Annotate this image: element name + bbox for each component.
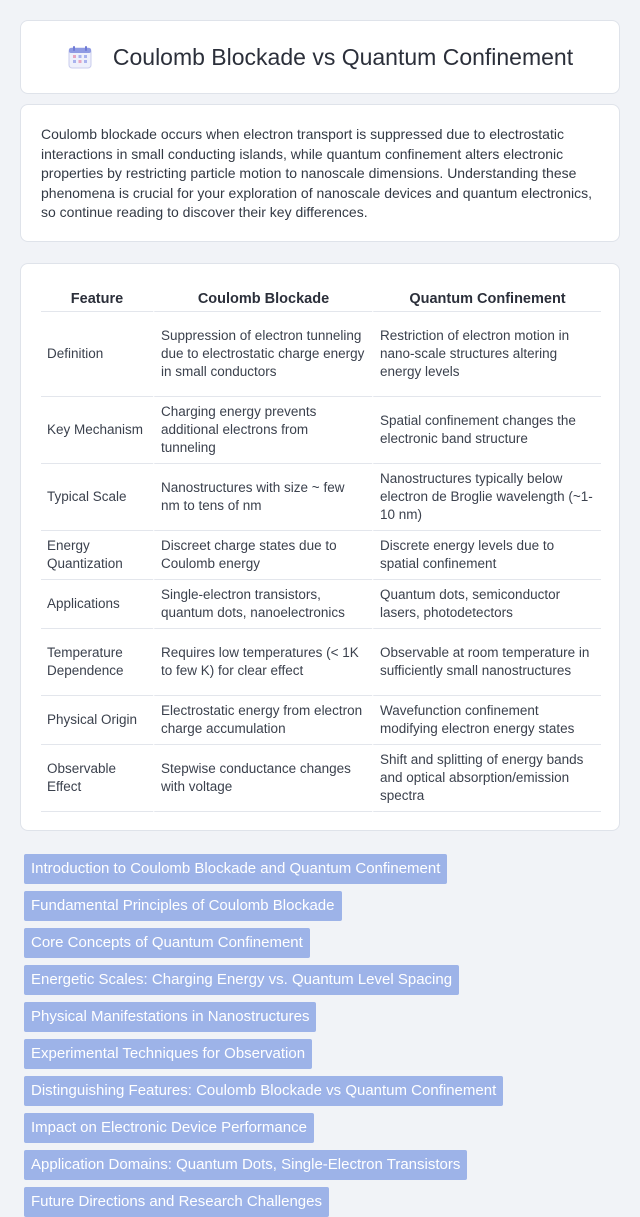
feature-cell: Typical Scale	[41, 464, 153, 531]
feature-cell: Observable Effect	[41, 745, 153, 812]
feature-cell: Definition	[41, 312, 153, 397]
coulomb-cell: Electrostatic energy from electron charge accumulation	[153, 696, 372, 745]
quantum-cell: Observable at room temperature in sufficiently small nanostructures	[372, 629, 601, 696]
table-row	[41, 464, 601, 531]
feature-cell: Temperature Dependence	[41, 629, 153, 696]
toc-link-distinguishing-features[interactable]: Distinguishing Features: Coulomb Blockade vs Quantum Confinement	[24, 1076, 503, 1106]
toc-link-future-directions[interactable]: Future Directions and Research Challenges	[24, 1187, 329, 1217]
toc-link-experimental-techniques[interactable]: Experimental Techniques for Observation	[24, 1039, 312, 1069]
quantum-cell: Nanostructures typically below electron de Broglie wavelength (~1-10 nm)	[372, 464, 601, 531]
quantum-cell: Restriction of electron motion in nano-scale structures altering energy levels	[372, 312, 601, 397]
calendar-grid-icon	[67, 44, 93, 70]
header-coulomb-blockade: Coulomb Blockade	[153, 284, 372, 312]
coulomb-cell: Discreet charge states due to Coulomb energy	[153, 531, 372, 580]
comparison-table	[41, 284, 601, 812]
table-row	[41, 312, 601, 397]
table-row	[41, 397, 601, 464]
feature-cell: Energy Quantization	[41, 531, 153, 580]
toc-link-introduction[interactable]: Introduction to Coulomb Blockade and Quantum Confinement	[24, 854, 447, 884]
table-row	[41, 531, 601, 580]
quantum-cell: Shift and splitting of energy bands and optical absorption/emission spectra	[372, 745, 601, 812]
coulomb-cell: Single-electron transistors, quantum dots, nanoelectronics	[153, 580, 372, 629]
quantum-cell: Wavefunction confinement modifying electron energy states	[372, 696, 601, 745]
coulomb-cell: Suppression of electron tunneling due to electrostatic charge energy in small conductors	[153, 312, 372, 397]
coulomb-cell: Charging energy prevents additional electrons from tunneling	[153, 397, 372, 464]
page-title: Coulomb Blockade vs Quantum Confinement	[112, 43, 574, 70]
feature-cell: Physical Origin	[41, 696, 153, 745]
intro-paragraph: Coulomb blockade occurs when electron transport is suppressed due to electrostatic interactions in small conducting islands, while quantum confinement alters electronic properties by restricting particle motion to nanoscale dimensions. Understanding these phenomena is crucial for your exploration of nanoscale devices and quantum electronics, so continue reading to discover their key differences.	[41, 126, 592, 220]
header-quantum-confinement: Quantum Confinement	[372, 284, 601, 312]
feature-cell: Key Mechanism	[41, 397, 153, 464]
quantum-cell: Quantum dots, semiconductor lasers, photodetectors	[372, 580, 601, 629]
table-row	[41, 629, 601, 696]
toc-link-fundamental-principles[interactable]: Fundamental Principles of Coulomb Blockade	[24, 891, 342, 921]
table-row	[41, 745, 601, 812]
toc-link-physical-manifestations[interactable]: Physical Manifestations in Nanostructures	[24, 1002, 316, 1032]
coulomb-cell: Requires low temperatures (< 1K to few K) for clear effect	[153, 629, 372, 696]
table-row	[41, 580, 601, 629]
header-card	[20, 20, 620, 94]
table-header-row	[41, 284, 601, 312]
toc-link-device-performance[interactable]: Impact on Electronic Device Performance	[24, 1113, 314, 1143]
coulomb-cell: Stepwise conductance changes with voltage	[153, 745, 372, 812]
quantum-cell: Discrete energy levels due to spatial confinement	[372, 531, 601, 580]
comparison-table-card	[20, 263, 620, 831]
coulomb-cell: Nanostructures with size ~ few nm to tens of nm	[153, 464, 372, 531]
table-row	[41, 696, 601, 745]
header-feature: Feature	[41, 284, 153, 312]
toc-link-core-concepts[interactable]: Core Concepts of Quantum Confinement	[24, 928, 310, 958]
toc-link-application-domains[interactable]: Application Domains: Quantum Dots, Single-Electron Transistors	[24, 1150, 467, 1180]
intro-card	[20, 104, 620, 242]
feature-cell: Applications	[41, 580, 153, 629]
toc-link-energetic-scales[interactable]: Energetic Scales: Charging Energy vs. Quantum Level Spacing	[24, 965, 459, 995]
quantum-cell: Spatial confinement changes the electronic band structure	[372, 397, 601, 464]
